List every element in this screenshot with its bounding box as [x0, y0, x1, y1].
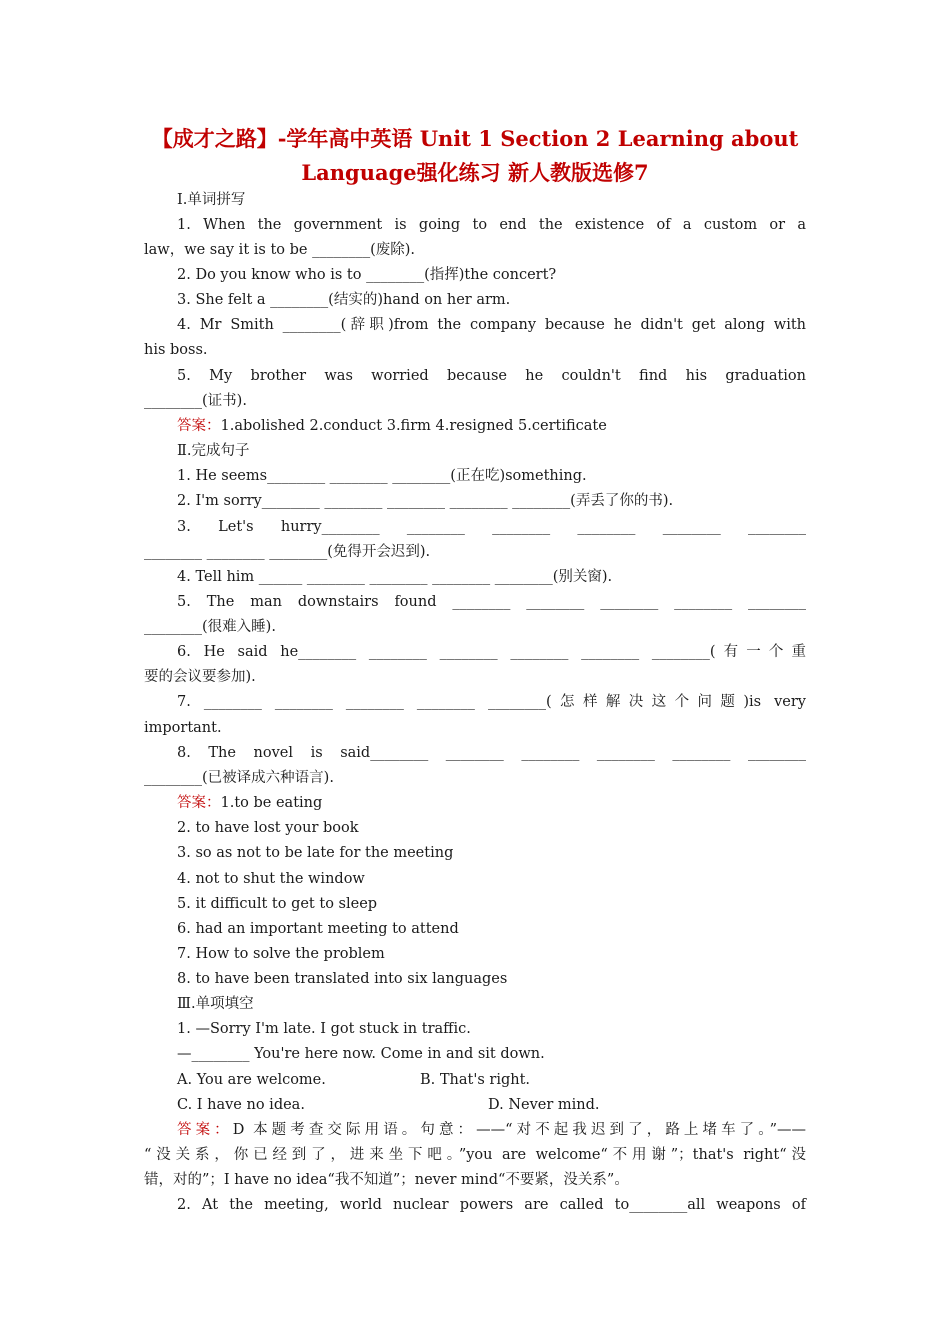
document-title-line-1: 【成才之路】-学年高中英语 Unit 1 Section 2 Learning about [151, 126, 799, 151]
s1-answer-text: 1.abolished 2.conduct 3.firm 4.resigned 5.certificate [220, 418, 607, 434]
s3-option-d: D. Never mind. [488, 1097, 600, 1113]
s2-question-1: 1. He seems________ ________ ________(正在吃)something. [177, 468, 587, 484]
s1-question-3: 3. She felt a ________(结实的)hand on her arm. [177, 292, 511, 308]
s2-question-5-line-1: 5. The man downstairs found ________ ________ ________ ________ ________ [177, 594, 806, 610]
document-title-line-2: Language强化练习 新人教版选修7 [301, 160, 649, 185]
s2-answer-4: 4. not to shut the window [177, 871, 365, 887]
s1-answer [177, 416, 806, 436]
answer-label: 答案： [177, 418, 221, 434]
s2-answer-text: 1.to be eating [220, 795, 323, 811]
s3-question-2: 2. At the meeting, world nuclear powers are called to________all weapons of [177, 1197, 806, 1213]
s2-answer-3: 3. so as not to be late for the meeting [177, 845, 454, 861]
s2-answer-8: 8. to have been translated into six languages [177, 971, 508, 987]
s3-options-row-1 [177, 1070, 806, 1090]
s3-option-c: C. I have no idea. [177, 1097, 305, 1113]
s2-question-5-line-2: ________(很难入睡). [144, 619, 276, 635]
s1-question-4-line-2: his boss. [144, 342, 208, 358]
section-2-heading: Ⅱ.完成句子 [177, 443, 250, 459]
s2-question-8-line-2: ________(已被译成六种语言). [144, 770, 334, 786]
s3-option-b: B. That's right. [420, 1072, 531, 1088]
answer-label: 答案： [177, 1122, 233, 1138]
s2-question-8-line-1: 8. The novel is said________ ________ ________ ________ ________ ________ [177, 745, 806, 761]
s3-option-a: A. You are welcome. [177, 1072, 326, 1088]
answer-label: 答案： [177, 795, 221, 811]
s2-question-2: 2. I'm sorry________ ________ ________ ________ ________(弄丢了你的书). [177, 493, 674, 509]
section-1-heading: Ⅰ.单词拼写 [177, 192, 246, 208]
s2-question-3-line-1: 3. Let's hurry________ ________ ________ ________ ________ ________ [177, 519, 806, 535]
s2-question-6-line-2: 要的会议要参加). [144, 669, 256, 685]
s1-question-4-line-1: 4. Mr Smith ________(辞职)from the company because he didn't get along with [177, 317, 806, 333]
s3-options-row-2 [177, 1095, 806, 1115]
s3-question-1-line-2: —________ You're here now. Come in and sit down. [177, 1046, 545, 1062]
s3-answer-text: D 本题考查交际用语。句意：——“对不起我迟到了，路上堵车了。”—— [232, 1122, 807, 1138]
s1-question-5-line-2: ________(证书). [144, 393, 247, 409]
s2-question-7-line-1: 7. ________ ________ ________ ________ ________(怎样解决这个问题)is very [177, 694, 806, 710]
s1-question-1-line-1: 1. When the government is going to end the existence of a custom or a [177, 217, 806, 233]
s2-question-7-line-2: important. [144, 720, 222, 736]
s3-answer-line-2: “没关系，你已经到了，进来坐下吧。”you are welcome“不用谢”；that's right“没 [144, 1147, 806, 1163]
s2-answer-7: 7. How to solve the problem [177, 946, 385, 962]
s2-answer-1 [177, 793, 806, 813]
s3-question-1-line-1: 1. —Sorry I'm late. I got stuck in traffic. [177, 1021, 471, 1037]
s1-question-1-line-2: law，we say it is to be ________(废除). [144, 242, 416, 258]
s2-question-6-line-1: 6. He said he________ ________ ________ ________ ________ ________(有一个重 [177, 644, 806, 660]
s2-question-3-line-2: ________ ________ ________(免得开会迟到). [144, 544, 431, 560]
s1-question-5-line-1: 5. My brother was worried because he couldn't find his graduation [177, 368, 806, 384]
s2-answer-5: 5. it difficult to get to sleep [177, 896, 378, 912]
section-3-heading: Ⅲ.单项填空 [177, 996, 254, 1012]
s3-answer-line-1 [177, 1120, 806, 1140]
s2-question-4: 4. Tell him ______ ________ ________ ________ ________(别关窗). [177, 569, 613, 585]
s2-answer-6: 6. had an important meeting to attend [177, 921, 459, 937]
s3-answer-line-3: 错，对的”；I have no idea“我不知道”；never mind“不要紧，没关系”。 [144, 1172, 629, 1188]
s2-answer-2: 2. to have lost your book [177, 820, 359, 836]
s1-question-2: 2. Do you know who is to ________(指挥)the concert? [177, 267, 557, 283]
